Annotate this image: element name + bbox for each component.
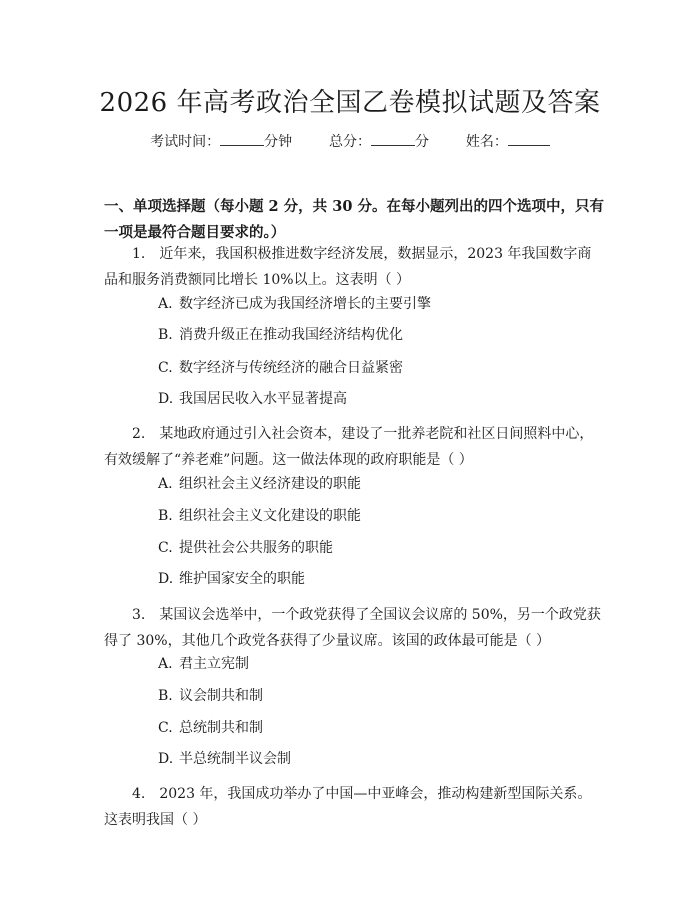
question-1: 1. 近年来，我国积极推进数字经济发展，数据显示，2023 年我国数字商品和服务消费额同比增长 10%以上。这表明（ ） — [104, 246, 592, 288]
student-name-label: 姓名： — [465, 134, 508, 150]
option-text: 数字经济与传统经济的融合日益紧密 — [179, 360, 403, 376]
option-letter: A. — [158, 476, 173, 492]
exam-meta-line — [0, 131, 700, 151]
question-1-option-b — [158, 325, 403, 345]
option-letter: D. — [158, 571, 174, 587]
option-letter: A. — [158, 656, 173, 672]
question-1-option-c — [158, 358, 403, 378]
option-letter: B. — [158, 508, 173, 524]
option-letter: B. — [158, 688, 173, 704]
student-name-field — [466, 131, 550, 151]
option-letter: D. — [158, 751, 174, 767]
page-title: 2026 年高考政治全国乙卷模拟试题及答案 — [99, 88, 601, 118]
option-text: 数字经济已成为我国经济增长的主要引擎 — [179, 296, 431, 312]
question-3-option-d — [158, 749, 291, 769]
option-text: 组织社会主义文化建设的职能 — [179, 508, 361, 524]
question-4: 4. 2023 年，我国成功举办了中国—中亚峰会，推动构建新型国际关系。这表明我国（ ） — [104, 786, 592, 828]
section-heading: 一、单项选择题（每小题 2 分，共 30 分。在每小题列出的四个选项中，只有一项是最符合题目要求的。） — [104, 198, 604, 241]
question-3-option-a — [158, 654, 249, 674]
question-3: 3. 某国议会选举中，一个政党获得了全国议会议席的 50%，另一个政党获得了 30%，其他几个政党各获得了少量议席。该国的政体最可能是（ ） — [104, 607, 601, 649]
total-score-label: 总分： — [329, 134, 371, 150]
total-score-blank — [371, 133, 415, 146]
option-text: 提供社会公共服务的职能 — [179, 540, 333, 556]
question-2-option-c — [158, 538, 333, 558]
question-2-option-b — [158, 506, 361, 526]
exam-time-label: 考试时间： — [150, 134, 221, 150]
exam-time-blank — [220, 133, 264, 146]
option-text: 组织社会主义经济建设的职能 — [179, 476, 361, 492]
option-text: 议会制共和制 — [179, 688, 263, 704]
student-name-blank — [508, 133, 550, 146]
exam-time-unit: 分钟 — [264, 134, 293, 150]
option-text: 维护国家安全的职能 — [179, 571, 305, 587]
question-1-option-d — [158, 389, 347, 409]
option-letter: A. — [158, 296, 173, 312]
option-letter: D. — [158, 391, 174, 407]
exam-time-field — [150, 131, 292, 151]
question-2: 2. 某地政府通过引入社会资本，建设了一批养老院和社区日间照料中心，有效缓解了“养老难”问题。这一做法体现的政府职能是（ ） — [104, 426, 594, 468]
total-score-unit: 分 — [415, 134, 429, 150]
question-2-option-d — [158, 569, 305, 589]
option-letter: C. — [158, 720, 173, 736]
option-text: 君主立宪制 — [179, 656, 249, 672]
question-3-option-c — [158, 718, 263, 738]
option-letter: C. — [158, 360, 173, 376]
question-1-option-a — [158, 294, 431, 314]
option-text: 消费升级正在推动我国经济结构优化 — [179, 327, 403, 343]
question-2-option-a — [158, 474, 361, 494]
option-text: 我国居民收入水平显著提高 — [179, 391, 347, 407]
total-score-field — [329, 131, 429, 151]
option-text: 总统制共和制 — [179, 720, 263, 736]
question-3-option-b — [158, 686, 263, 706]
option-text: 半总统制半议会制 — [179, 751, 291, 767]
option-letter: C. — [158, 540, 173, 556]
option-letter: B. — [158, 327, 173, 343]
